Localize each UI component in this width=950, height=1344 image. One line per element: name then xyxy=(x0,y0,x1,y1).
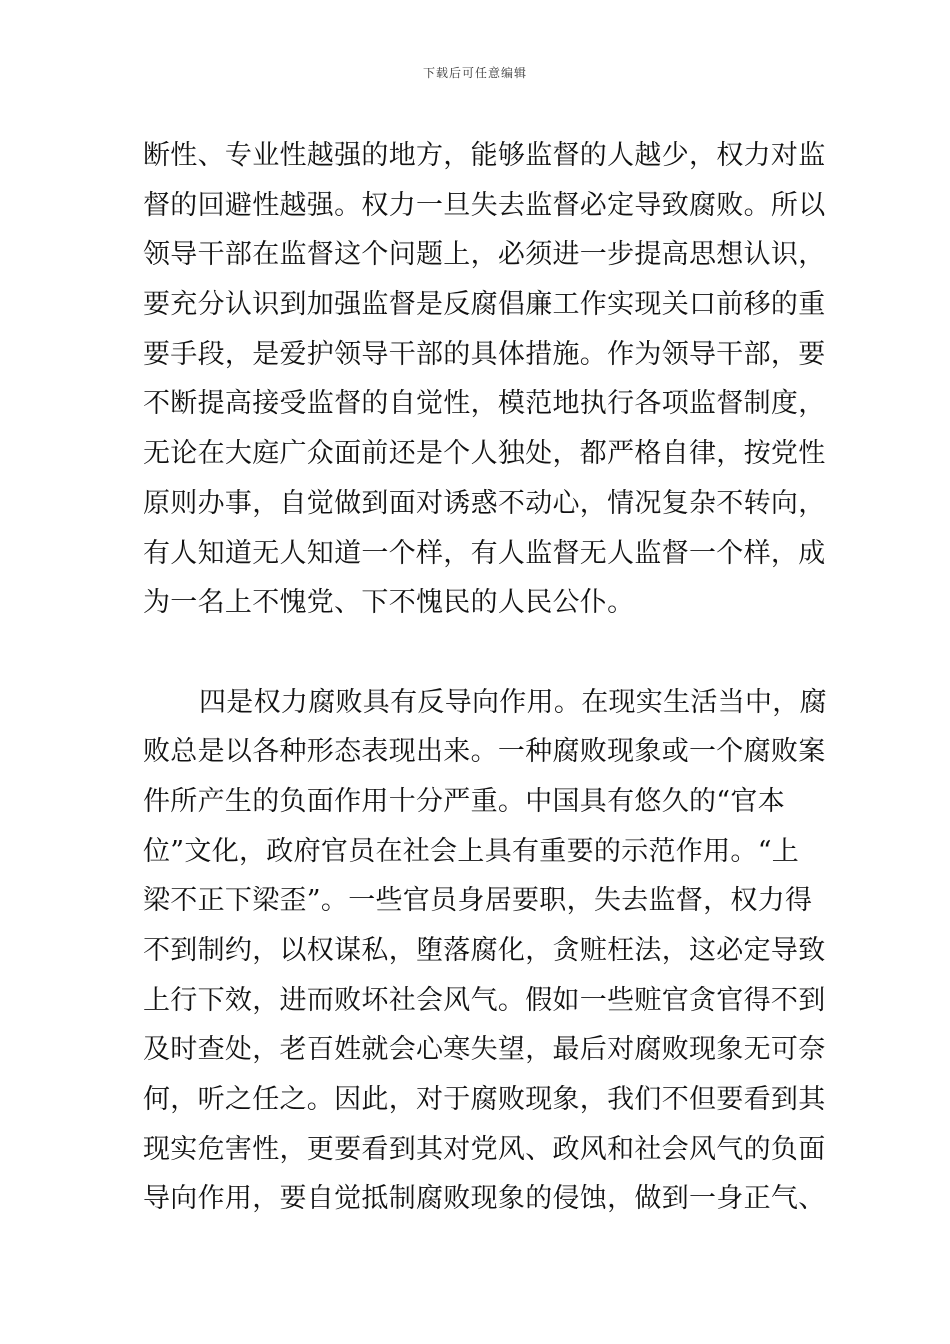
paragraph-gap xyxy=(143,628,813,678)
text-line: 不到制约，以权谋私，堕落腐化，贪赃枉法，这必定导致 xyxy=(143,935,826,966)
text-line: 败总是以各种形态表现出来。一种腐败现象或一个腐败案 xyxy=(143,736,826,768)
text-line: 无论在大庭广众面前还是个人独处，都严格自律，按党性 xyxy=(143,438,826,470)
text-line: 有人知道无人知道一个样，有人监督无人监督一个样，成 xyxy=(143,537,826,569)
page-header: 下载后可任意编辑 xyxy=(422,66,527,80)
paragraph-2 xyxy=(143,678,827,1225)
text-line: 梁不正下梁歪”。一些官员身居要职，失去监督，权力得 xyxy=(143,885,813,917)
text-line: 位”文化，政府官员在社会上具有重要的示范作用。“上 xyxy=(143,835,800,867)
text-line: 及时查处，老百姓就会心寒失望，最后对腐败现象无可奈 xyxy=(143,1034,826,1066)
paragraph-1 xyxy=(143,131,826,628)
text-line: 现实危害性，更要看到其对党风、政风和社会风气的负面 xyxy=(143,1133,826,1165)
text-line: 要充分认识到加强监督是反腐倡廉工作实现关口前移的重 xyxy=(143,289,826,321)
text-line: 何，听之任之。因此，对于腐败现象，我们不但要看到其 xyxy=(143,1084,826,1116)
text-line: 断性、专业性越强的地方，能够监督的人越少，权力对监 xyxy=(143,140,826,171)
text-line: 督的回避性越强。权力一旦失去监督必定导致腐败。所以 xyxy=(143,189,826,221)
text-line: 不断提高接受监督的自觉性，模范地执行各项监督制度， xyxy=(143,388,826,420)
text-line: 领导干部在监督这个问题上，必须进一步提高思想认识， xyxy=(143,239,826,271)
text-line: 要手段，是爱护领导干部的具体措施。作为领导干部，要 xyxy=(143,338,826,370)
text-line: 为一名上不愧党、下不愧民的人民公仆。 xyxy=(143,587,635,619)
body-text xyxy=(143,131,827,1224)
text-line: 件所产生的负面作用十分严重。中国具有悠久的“官本 xyxy=(143,785,786,817)
text-line: 导向作用，要自觉抵制腐败现象的侵蚀，做到一身正气、 xyxy=(143,1183,826,1215)
text-line: 四是权力腐败具有反导向作用。在现实生活当中，腐 xyxy=(199,686,827,718)
text-line: 上行下效，进而败坏社会风气。假如一些赃官贪官得不到 xyxy=(143,984,826,1016)
text-line: 原则办事，自觉做到面对诱惑不动心，情况复杂不转向， xyxy=(143,487,826,519)
